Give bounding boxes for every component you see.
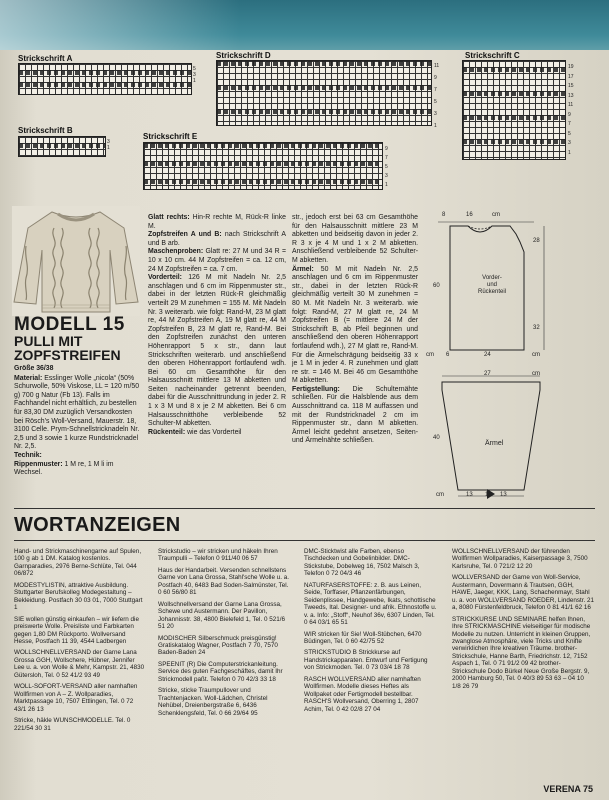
ad-item: SPEENIT (R) Die Computerstrickanleitung. Service des guten Fachgeschäftes, damit Ihr Strickmodell paßt. Telefon 0 70 42/3 33 18 xyxy=(158,660,283,683)
body-schematic xyxy=(424,212,600,372)
body-dim-top-unit: cm xyxy=(492,212,500,218)
chart-e-row-numbers: 9 7 5 3 1 xyxy=(385,146,388,188)
ad-item: STRICKSTUDIO B Strickkurse auf Handstrickapparaten. Entwurf und Fertigung von Strickmoden. Tel. 0 73 03/4 18 78 xyxy=(304,649,428,672)
ad-item: Haus der Handarbeit. Versenden schnellstens Garne von Lana Grossa, Stahl'sche Wolle u. a. Postfach 40, 6483 Bad Soden-Salmünster, Tel. 0 60 56/80 81 xyxy=(158,566,289,597)
body-dim-bottom-2: 24 xyxy=(484,352,491,358)
body-dim-side-2: 60 xyxy=(433,283,440,289)
chart-e-label: Strickschrift E xyxy=(143,132,198,141)
ad-item: WOLLSCHNELLVERSAND der führenden Wollfirmen Wollparadies, Kaiserpassage 3, 7500 Karlsruhe, Tel. 0 721/2 12 20 xyxy=(452,548,588,570)
chart-b-row-numbers: 3 1 xyxy=(107,139,110,151)
ad-item: WOLLSCHNELLVERSAND der Garne Lana Grossa GGH, Wollschere, Hübner, Jennifer Lee u. a. von Wolle & Mehr, Kampstr. 21, 4830 Gütersloh, Tel. 0 52 41/2 93 49 xyxy=(14,649,145,679)
body-dim-side-1: 28 xyxy=(533,238,540,244)
chart-d-grid xyxy=(216,60,432,126)
material-section: Größe 36/38 Material: Esslinger Wolle „nicola“ (50% Schurwolle, 50% Viskose, LL = 120 m/50 g) 700 g Natur (Fb 13). Falls im Fachhandel nicht erhältlich, zu bestellen für 83,30 DM zuzüglich Versandkosten bei Rösch's Woll-Versand, Mauerstr. 18, 3100 Celle. Prym-Schnellstricknadeln Nr. 2,5 und 3 sowie 1 kurze Rundstricknadel Nr. 2,5. Technik: Rippenmuster: 1 M re, 1 M li im Wechsel. xyxy=(14,365,142,478)
sleeve-schematic xyxy=(424,370,600,500)
page-footer: VERENA 75 xyxy=(543,784,593,794)
ad-item: Stricke, häkle WUNSCHMODELLE. Tel. 0 221/54 30 31 xyxy=(14,717,131,732)
body-dim-top-2: 16 xyxy=(466,212,473,218)
arrow-icon xyxy=(487,489,495,499)
ad-item: MODISCHER Silberschmuck preisgünstig! Gratiskatalog Wagner, Postfach 7 70, 7570 Baden-Baden 24 xyxy=(158,634,278,657)
ads-column-4 xyxy=(452,548,594,694)
ads-column-2 xyxy=(158,548,292,721)
instructions-column-2: str., jedoch erst bei 63 cm Gesamthöhe für den Halsausschnitt mittlere 23 M abketten und beidseitig davon in jeder 2. R 3 x je 4 M und 1 x 2 M abketten. Anschließend verbleibende 52 Schulter-M abketten. Ärmel: 50 M mit Nadeln Nr. 2,5 anschlagen und 6 cm im Rippenmuster str., dabei in der letzten Rück-R gleichmäßig verteilt 30 M zunehmen = 80 M. Mit Nadeln Nr. 3 weiterarb. wie folgt: Rand-M, 27 M glatt re, 24 M Zopfstreifen B (= mittlere 24 M der Strickschrift B, ab Pfeil beginnen und anschließend den oberen Höhenrapport fortlaufend wdh.), 27 M glatt re, Rand-M. Für die Ärmelschrägung beidseitig 33 x je 1 M in jeder 4. R zunehmen und glatt re str. = 146 M. Bei 46 cm Gesamthöhe M abketten. Fertigstellung: Die Schulternähte schließen. Für die Halsblende aus dem Ausschnittrand ca. 118 M auffassen und mit der Rundstricknadel 2 cm im Rippenmuster str., dann M abketten. Ärmel leicht gedehnt ansetzen, Seiten- und Ärmelnähte schließen. xyxy=(292,214,418,445)
size-label: Größe 36/38 xyxy=(14,365,54,372)
sleeve-dim-side: 40 xyxy=(433,435,440,441)
chart-c-label: Strickschrift C xyxy=(465,51,520,60)
body-dim-top-1: 8 xyxy=(442,212,446,218)
body-dim-side-3: 32 xyxy=(533,325,540,331)
chart-b-grid xyxy=(18,136,106,157)
chart-c-row-numbers: 19 17 15 13 11 9 7 5 3 1 xyxy=(568,64,574,156)
body-dim-bottom-unit: cm xyxy=(532,352,540,358)
ads-column-1 xyxy=(14,548,146,736)
sleeve-dim-top: 27 xyxy=(484,371,491,377)
sleeve-label: Ärmel xyxy=(485,440,504,447)
ad-item: WOLL-SOFORT-VERSAND aller namhaften Wollfirmen von A – Z. Wollparadies, Marktpassage 10, 7507 Ettlingen, Tel. 0 72 43/1 26 13 xyxy=(14,683,138,713)
decorative-top-band xyxy=(0,0,609,50)
model-subtitle: PULLI MIT ZOPFSTREIFEN xyxy=(14,333,121,363)
ads-title: WORTANZEIGEN xyxy=(14,514,181,536)
ad-item: STRICKKURSE UND SEMINARE helfen Ihnen, Ihre STRICKMASCHINE vielseitiger für modische Modelle zu nutzen. Unterricht in kleinen Gruppen, zwanglose Atmosphäre, viele Tricks und Knifte verwirklichen Ihre kreativen Träume. brother-Strickschule, Hanne Barth, Friedrichstr. 12, 7152 Aspach 1, Tel. 0 71 91/2 09 42 brother-Strickschule Dodo Bürkel Neue Große Bergstr. 9, 2000 Hamburg 50, Tel. 0 40/3 89 53 63 – 04 10 1/8 26 79 xyxy=(452,615,591,690)
body-dim-bottom-unit-left: cm xyxy=(426,352,434,358)
chart-b-label: Strickschrift B xyxy=(18,126,73,135)
body-label: Vorder- und Rückenteil xyxy=(477,275,506,295)
chart-c-grid xyxy=(462,60,566,160)
sleeve-dim-bottom-2: 1 xyxy=(485,492,489,498)
ad-item: SIE wollen günstig einkaufen – wir liefern die preiswerte Wolle. Preisliste und Farbkarten gegen 1,80 DM Rückporto. Wollversand Hesse, Postfach 11 39, 4544 Ladbergen xyxy=(14,615,139,645)
ads-column-3 xyxy=(304,548,438,717)
sleeve-dim-top-unit: cm xyxy=(532,371,540,377)
chart-a-row-numbers: 5 3 1 xyxy=(193,66,196,84)
ad-item: Stricke, sticke Traumpullover und Trachtenjacken. Woll-Lädchen, Christel Nehübel, Dreienbergstraße 6, 6436 Schenklengsfeld, Tel. 0 66 29/64 95 xyxy=(158,687,268,717)
sleeve-dim-bottom-1: 13 xyxy=(466,492,473,498)
ad-item: WIR stricken für Sie! Woll-Stübchen, 6470 Büdingen, Tel. 0 60 42/75 52 xyxy=(304,630,422,645)
chart-d-label: Strickschrift D xyxy=(216,51,271,60)
ad-item: Wollschnellversand der Garne Lana Grossa, Schewe und Austermann. Der Pavillon, Johannisstr. 38, 4800 Bielefeld 1, Tel. 0 521/6 51 20 xyxy=(158,600,285,631)
chart-d-row-numbers: 11 9 7 5 3 1 xyxy=(434,63,440,129)
ad-item: NATURFASERSTOFFE: z. B. aus Leinen, Seide, Torffaser, Pflanzenfärbungen, Seidenplissee, Handgewebe, Ikats, schottische Tweeds, Ital. Designer- und afrik. Ethnostoffe u. v. a. Info: „Stoff“, Neuhof 36v, 6307 Linden, Tel. 0 64 03/1 65 51 xyxy=(304,581,437,627)
sleeve-dim-bottom-3: 13 xyxy=(500,492,507,498)
sleeve-dim-bottom-unit: cm xyxy=(436,492,444,498)
ad-item: MODESTYLISTIN, attraktive Ausbildung. Stuttgarter Berufskolleg Modegestaltung – Bekleidung. Postfach 30 03 01, 7000 Stuttgart 1 xyxy=(14,581,143,612)
ads-divider xyxy=(14,540,595,541)
chart-a-grid xyxy=(18,63,192,95)
ad-item: Hand- und Strickmaschinengarne auf Spulen, 100 g ab 1 DM. Katalog kostenlos. Garnparadies, 2976 Berne-Schlüte, Tel. 044 06/872 xyxy=(14,548,142,578)
body-dim-bottom-1: 6 xyxy=(446,352,450,358)
model-title: MODELL 15 xyxy=(14,314,125,335)
ad-item: RASCH WOLLVERSAND aller namhaften Wollfirmen. Modelle dieses Heftes als Wollpaket oder Fertigmodell bestellbar. RASCH'S Wollversand, Oberring 1, 2807 Achim, Tel. 0 42 02/8 27 04 xyxy=(304,675,421,713)
chart-a-label: Strickschrift A xyxy=(18,54,73,63)
ad-item: DMC-Sticktwist alle Farben, ebenso Tischdecken und Gobelinbilder. DMC-Stickstube, Dobelweg 16, 7502 Malsch 3, Telefon 0 72 04/3 46 xyxy=(304,548,420,578)
ad-item: Strickstudio – wir stricken und häkeln Ihren Traumpulli – Telefon 0 911/40 06 57 xyxy=(158,548,278,563)
section-divider xyxy=(14,508,595,509)
instructions-column-1: Glatt rechts: Hin-R rechte M, Rück-R linke M. Zopfstreifen A und B: nach Strickschrift A und B arb. Maschenproben: Glatt re: 27 M und 34 R = 10 x 10 cm. 44 M Zopfstreifen = ca. 12 cm, 24 M Zopfstreifen = ca. 7 cm. Vorderteil: 126 M mit Nadeln Nr. 2,5 anschlagen und 6 cm im Rippenmuster str., dabei in der letzten Rück-R gleichmäßig verteilt 29 M zunehmen = 155 M. Mit Nadeln Nr. 3 weiterarb. wie folgt: Rand-M, 23 M glatt re, 44 M Zopfstreifen A, 19 M glatt re, 44 M Zopfstreifen B, 23 M glatt re, Rand-M. Bei den Zopfstreifen zunächst den unteren Höhenrapport 5 x str., dann laut Strickschriften weiterarb. und anschließend den oberen Höhenrapport fortlaufend wdh. Bei 60 cm Gesamthöhe für den Halsausschnitt mittlere 13 M abketten und Seiten nacheinander getrennt beenden, dabei für die Ausschnittrundung in jeder 2. R 1 x 3 M und 8 x je 2 M abketten. Bei 6 cm Halsausschnitthöhe verbleibende 52 Schulter-M abketten. Rückenteil: wie das Vorderteil xyxy=(148,214,287,436)
ad-item: WOLLVERSAND der Garne von Woll-Service, Austermann, Dovermann & Trautsen, GGH, HAWE, Jaeger, KKK, Lang, Schachenmayr, Stahl u. a. von WOLLVERSAND ROEDER, Lindenstr. 21 a, 8080 Fürstenfeldbruck, Telefon 0 81 41/1 62 16 xyxy=(452,574,594,612)
sweater-photo xyxy=(12,206,140,316)
chart-e-grid xyxy=(143,142,383,190)
